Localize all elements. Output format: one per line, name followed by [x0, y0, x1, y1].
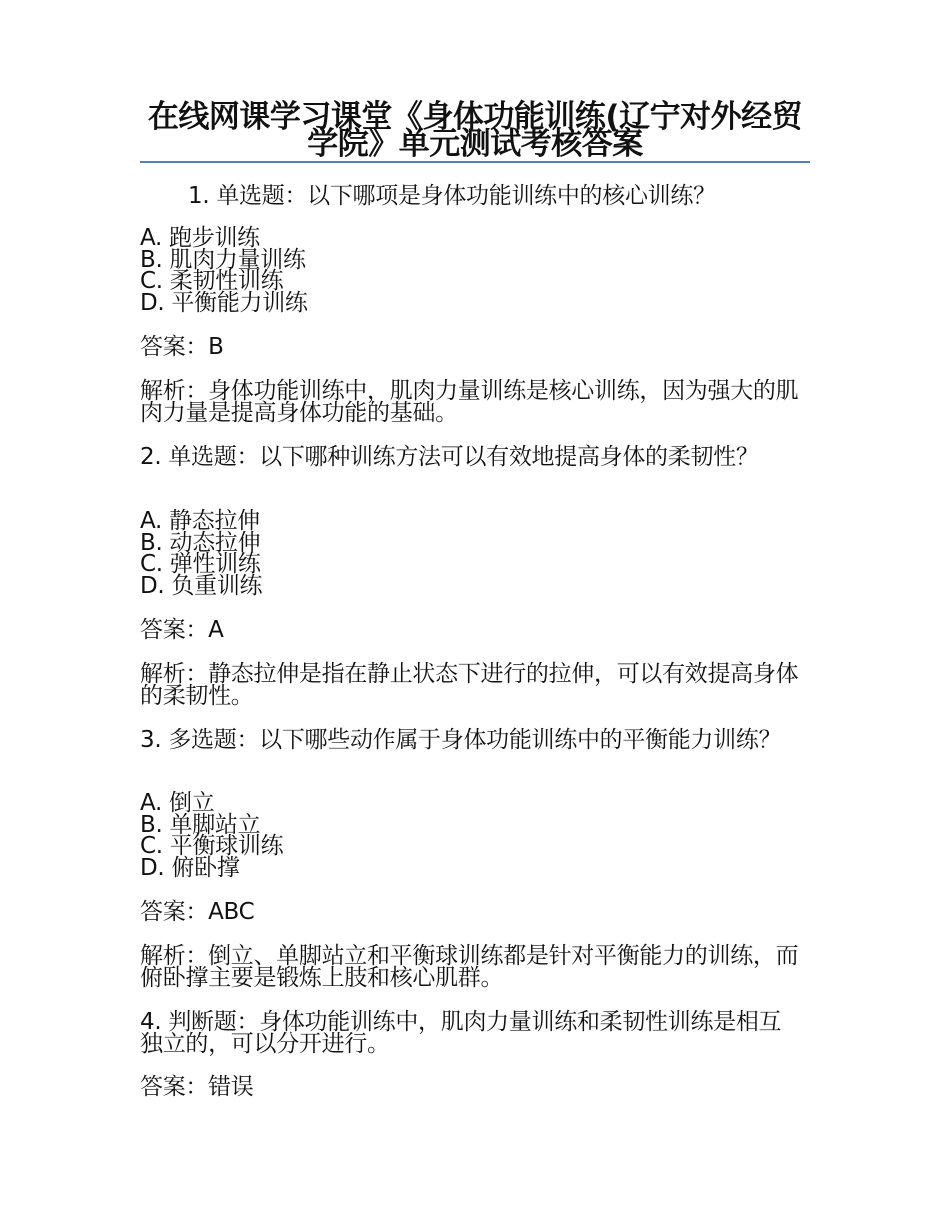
question-2-stem: 2. 单选题：以下哪种训练方法可以有效地提高身体的柔韧性？	[140, 444, 759, 470]
question-3-option-a: A. 倒立	[140, 790, 215, 816]
question-1-option-d: D. 平衡能力训练	[140, 289, 308, 316]
question-2-option-d: D. 负重训练	[140, 572, 263, 599]
question-3-option-c: C. 平衡球训练	[140, 833, 284, 859]
question-1-answer: 答案：B	[140, 334, 224, 360]
question-1-stem: 1. 单选题：以下哪项是身体功能训练中的核心训练？	[188, 183, 716, 209]
question-2-analysis: 解析：静态拉伸是指在静止状态下进行的拉伸，可以有效提高身体的柔韧性。	[140, 661, 799, 709]
question-3-stem: 3. 多选题：以下哪些动作属于身体功能训练中的平衡能力训练？	[140, 727, 782, 753]
question-1-option-b: B. 肌肉力量训练	[140, 246, 306, 273]
document-title: 在线网课学习课堂《身体功能训练(辽宁对外经贸学院》单元测试考核答案	[147, 99, 803, 162]
question-3-answer: 答案：ABC	[140, 899, 255, 925]
question-1-option-c: C. 柔韧性训练	[140, 268, 284, 294]
question-2-answer: 答案：A	[140, 617, 224, 643]
question-4-answer: 答案：错误	[140, 1074, 254, 1100]
question-2-option-a: A. 静态拉伸	[140, 508, 260, 534]
question-2-option-b: B. 动态拉伸	[140, 529, 261, 556]
question-3-options	[140, 790, 640, 881]
question-2-options	[140, 508, 640, 599]
question-2-option-c: C. 弹性训练	[140, 551, 261, 577]
question-1-option-a: A. 跑步训练	[140, 225, 260, 251]
title-underline	[140, 161, 810, 163]
question-3-option-d: D. 俯卧撑	[140, 854, 240, 881]
question-4-stem: 4. 判断题：身体功能训练中，肌肉力量训练和柔韧性训练是相互独立的，可以分开进行。	[140, 1009, 782, 1057]
question-3-analysis: 解析：倒立、单脚站立和平衡球训练都是针对平衡能力的训练，而俯卧撑主要是锻炼上肢和核心肌群。	[140, 943, 799, 991]
question-1-analysis: 解析：身体功能训练中，肌肉力量训练是核心训练，因为强大的肌肉力量是提高身体功能的基础。	[140, 378, 799, 426]
question-1-options	[140, 225, 640, 316]
question-3-option-b: B. 单脚站立	[140, 811, 261, 838]
